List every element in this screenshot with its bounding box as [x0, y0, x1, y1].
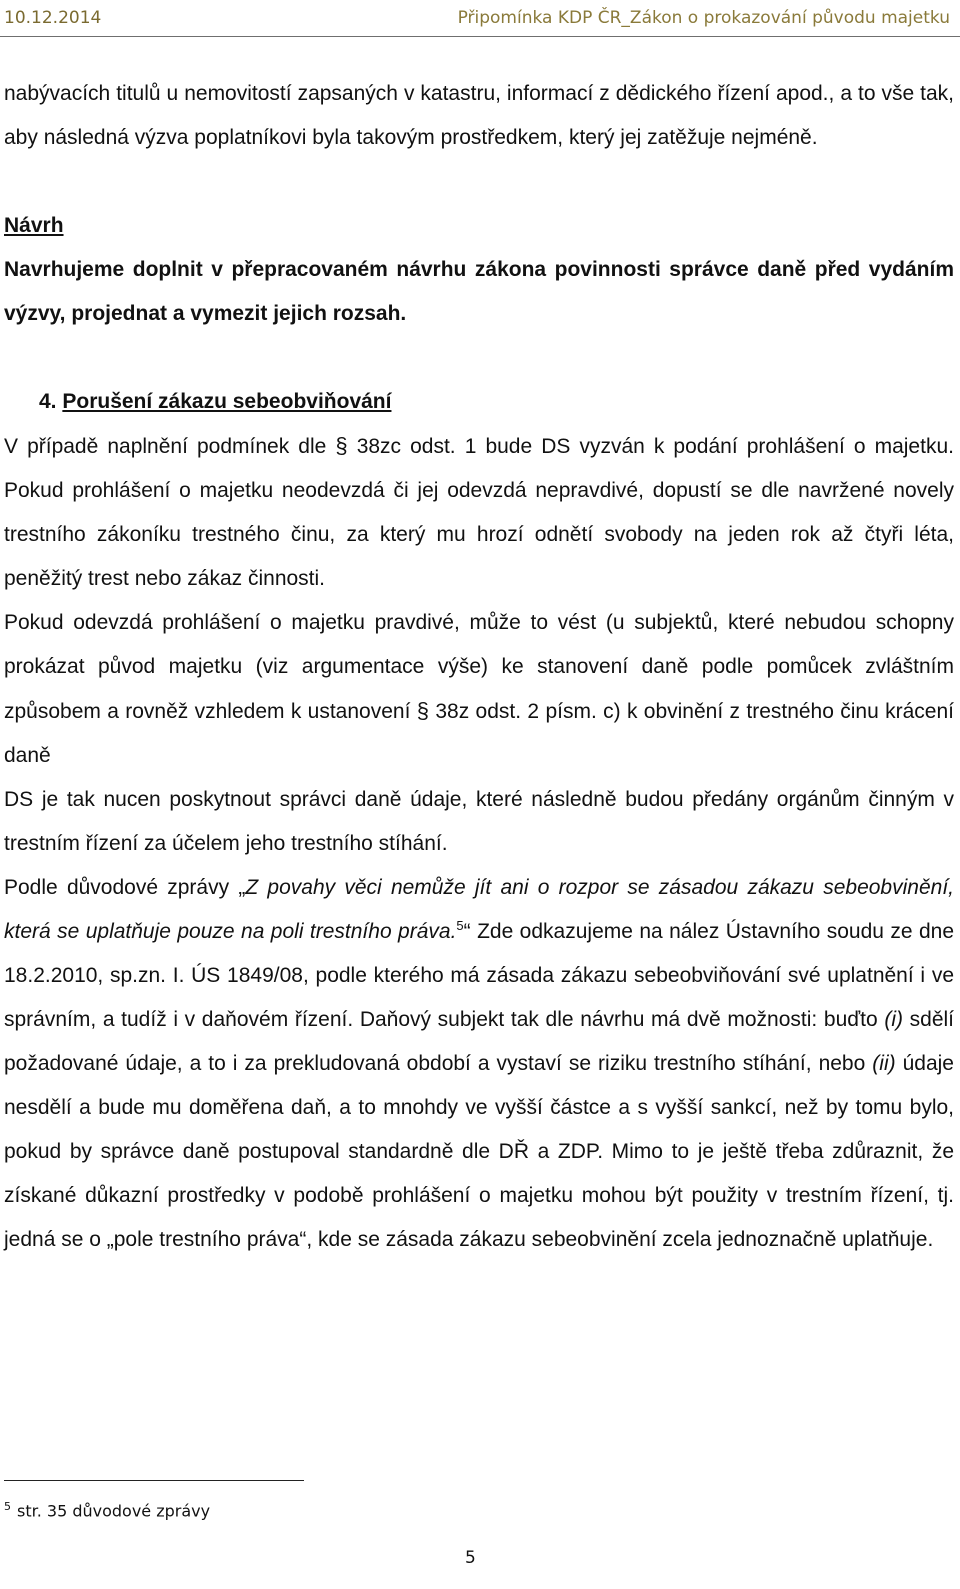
- proposal-heading: [4, 204, 954, 248]
- proposal-text: Navrhujeme doplnit v přepracovaném návrhu zákona povinnosti správce daně před vydáním výzvy, projednat a vymezit jejich rozsah.: [4, 258, 954, 325]
- option-i-label: (i): [884, 1008, 903, 1031]
- paragraph-intro: nabývacích titulů u nemovitostí zapsaných v katastru, informací z dědického řízení apod., a to vše tak, aby následná výzva poplatníkovi byla takovým prostředkem, který jej zatěžuje nejméně.: [4, 82, 954, 149]
- paragraph-explanatory-report: [4, 866, 954, 1262]
- paragraph-truthful: [4, 601, 954, 778]
- paragraph-truthful-a: Pokud odevzdá prohlášení o majetku pravdivé, může to vést (u subjektů, které nebudou schopny prokázat původ majetku (viz argumentace výše) ke stanovení daně podle pomůcek zvláštním způsobem a rovněž vzhledem k ustanovení: [4, 611, 954, 723]
- report-quote: Z povahy věci nemůže jít ani o rozpor se zásadou zákazu sebeobvinění, která se uplatňuje pouze na poli trestního práva.: [4, 876, 954, 943]
- section-heading: [4, 380, 954, 424]
- option-ii-label: (ii): [872, 1052, 896, 1075]
- paragraph-conditions-a: V případě naplnění podmínek dle: [4, 435, 327, 458]
- paragraph-conditions: [4, 424, 954, 601]
- section-title: Porušení zákazu sebeobviňování: [62, 390, 392, 413]
- section-sign: §: [416, 698, 430, 723]
- footnote-text: str. 35 důvodové zprávy: [17, 1501, 211, 1521]
- header-title: Připomínka KDP ČR_Zákon o prokazování původu majetku: [457, 8, 950, 28]
- footnote-reference: 5: [456, 918, 464, 933]
- section-sign: §: [335, 433, 348, 458]
- paragraph-forced: DS je tak nucen poskytnout správci daně údaje, které následně budou předány orgánům činným v trestním řízení za účelem jeho trestního stíhání.: [4, 788, 954, 855]
- header-date: 10.12.2014: [4, 8, 102, 28]
- page-number: 5: [465, 1548, 476, 1568]
- page-header: [0, 0, 960, 40]
- footnote-number: 5: [4, 1500, 11, 1513]
- footnote: [4, 1500, 210, 1520]
- paragraph-conditions-b: 38zc odst. 1 bude DS vyzván k podání prohlášení o majetku. Pokud prohlášení o majetku neodevzdá či jej odevzdá nepravdivé, dopustí se dle navržené novely trestního zákoníku trestného činu, za který mu hrozí odnětí svobody na jeden rok až čtyři léta, peněžitý trest nebo zákaz činnosti.: [4, 435, 954, 590]
- document-body: [4, 72, 954, 1262]
- proposal-heading-label: Návrh: [4, 214, 64, 237]
- paragraph-report-a: Podle důvodové zprávy „: [4, 876, 246, 899]
- paragraph-report-c: sdělí požadované údaje, a to i za prekludovaná období a vystaví se riziku trestního stíhání, nebo: [4, 1008, 954, 1075]
- paragraph-report-b: “ Zde odkazujeme na nález Ústavního soudu ze dne 18.2.2010, sp.zn. I. ÚS 1849/08, podle kterého má zásada zákazu sebeobviňování své uplatnění i ve správním, a tudíž i v daňovém řízení. Daňový subjekt tak dle návrhu má dvě možnosti: buďto: [4, 920, 954, 1031]
- footnote-divider: [4, 1480, 304, 1481]
- paragraph-truthful-b: 38z odst. 2 písm. c) k obvinění z trestného činu krácení daně: [4, 700, 954, 767]
- section-number: 4.: [39, 390, 57, 413]
- header-divider: [0, 36, 960, 37]
- paragraph-report-d: údaje nesdělí a bude mu doměřena daň, a to mnohdy ve vyšší částce a s vyšší sankcí, než by tomu bylo, pokud by správce daně postupoval standardně dle DŘ a ZDP. Mimo to je ještě třeba zdůraznit, že získané důkazní prostředky v podobě prohlášení o majetku mohou být použity v trestním řízení, tj. jedná se o „pole trestního práva“, kde se zásada zákazu sebeobvinění zcela jednoznačně uplatňuje.: [4, 1052, 954, 1251]
